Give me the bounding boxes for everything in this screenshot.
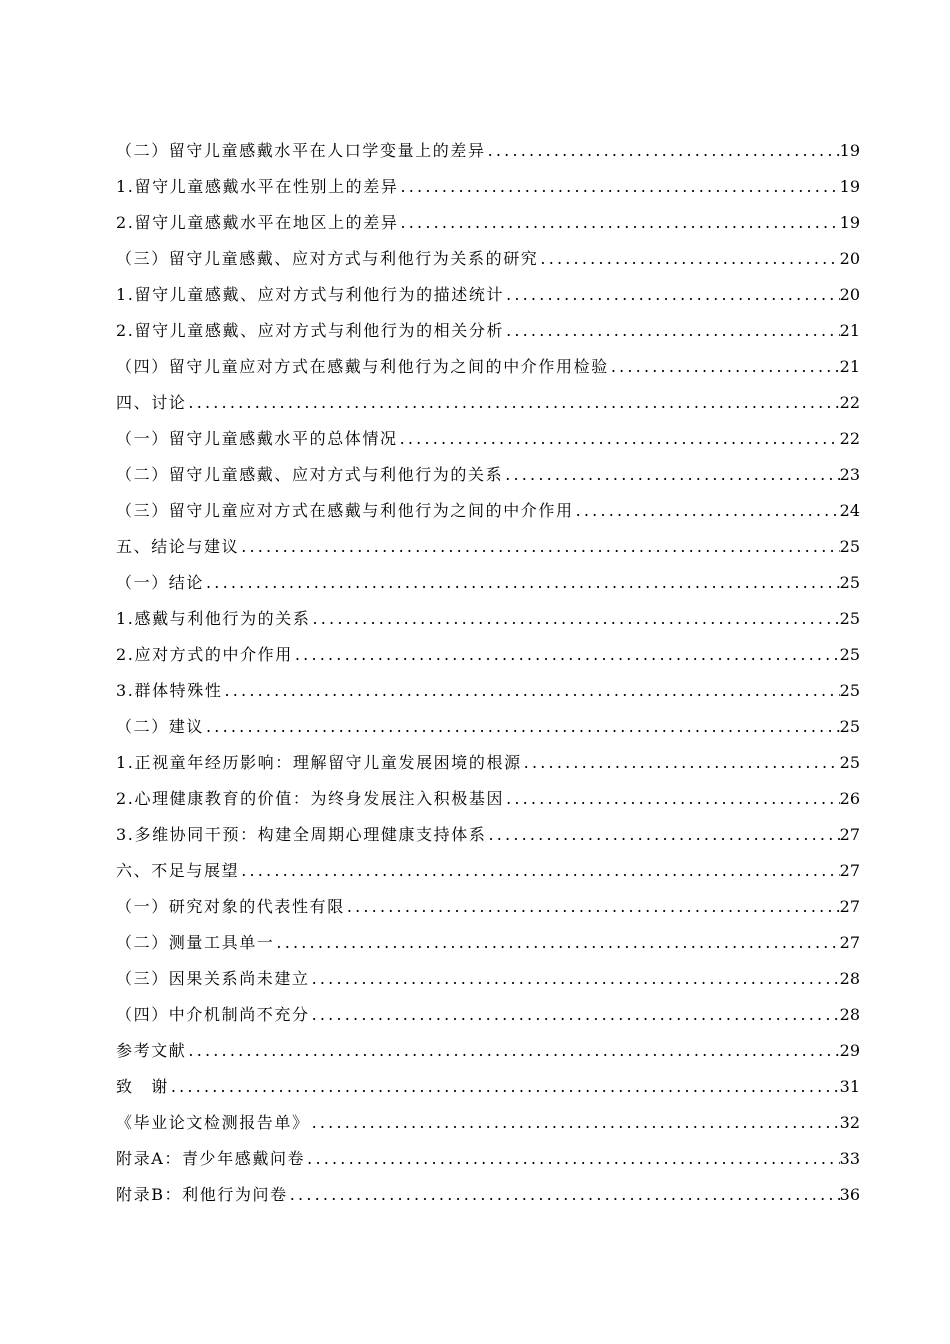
toc-entry[interactable] — [116, 713, 860, 749]
toc-dot-leader — [186, 1037, 839, 1065]
toc-dot-leader — [305, 1145, 839, 1173]
table-of-contents — [116, 137, 860, 1217]
toc-dot-leader — [486, 137, 840, 165]
toc-entry-page: 19 — [839, 213, 860, 232]
toc-entry-page: 20 — [839, 285, 860, 304]
toc-dot-leader — [398, 209, 839, 237]
toc-entry[interactable] — [116, 137, 860, 173]
toc-entry-title: 附录B：利他行为问卷 — [116, 1185, 288, 1204]
toc-entry-title: （三）留守儿童感戴、应对方式与利他行为关系的研究 — [116, 249, 539, 268]
toc-entry-page: 27 — [839, 933, 860, 952]
toc-entry-title: （二）测量工具单一 — [116, 933, 275, 952]
toc-entry[interactable] — [116, 785, 860, 821]
toc-dot-leader — [239, 857, 839, 885]
toc-entry-title: 2.应对方式的中介作用 — [116, 645, 293, 664]
toc-entry-title: 1.留守儿童感戴水平在性别上的差异 — [116, 177, 399, 196]
toc-entry-title: 1.留守儿童感戴、应对方式与利他行为的描述统计 — [116, 285, 505, 304]
toc-entry-page: 25 — [839, 645, 860, 664]
toc-dot-leader — [574, 497, 840, 525]
toc-dot-leader — [169, 1073, 840, 1101]
toc-entry-page: 19 — [839, 177, 860, 196]
toc-entry-page: 27 — [839, 897, 860, 916]
toc-entry-page: 25 — [839, 753, 860, 772]
toc-dot-leader — [398, 173, 839, 201]
toc-entry-page: 27 — [839, 825, 860, 844]
toc-entry-page: 20 — [839, 249, 860, 268]
toc-entry[interactable] — [116, 209, 860, 245]
toc-entry-title: （二）留守儿童感戴、应对方式与利他行为的关系 — [116, 465, 504, 484]
toc-entry-title: （一）研究对象的代表性有限 — [116, 897, 345, 916]
toc-entry[interactable] — [116, 1037, 860, 1073]
toc-entry-title: 五、结论与建议 — [116, 537, 240, 556]
toc-entry-title: 2.留守儿童感戴水平在地区上的差异 — [116, 213, 399, 232]
toc-entry[interactable] — [116, 1145, 860, 1181]
toc-entry[interactable] — [116, 605, 860, 641]
toc-entry-page: 22 — [839, 393, 860, 412]
toc-entry[interactable] — [116, 317, 860, 353]
toc-entry-title: 1.感戴与利他行为的关系 — [116, 609, 311, 628]
toc-entry[interactable] — [116, 641, 860, 677]
toc-dot-leader — [310, 1109, 840, 1137]
toc-entry[interactable] — [116, 749, 860, 785]
toc-entry-page: 19 — [839, 141, 860, 160]
toc-entry[interactable] — [116, 497, 860, 533]
toc-entry-title: （三）因果关系尚未建立 — [116, 969, 310, 988]
toc-entry[interactable] — [116, 389, 860, 425]
toc-entry-title: 四、讨论 — [116, 393, 187, 412]
toc-dot-leader — [310, 965, 840, 993]
toc-entry-title: 2.留守儿童感戴、应对方式与利他行为的相关分析 — [116, 321, 505, 340]
toc-entry-page: 21 — [839, 357, 860, 376]
toc-dot-leader — [503, 461, 839, 489]
toc-entry-title: 2.心理健康教育的价值：为终身发展注入积极基因 — [116, 789, 505, 808]
toc-entry[interactable] — [116, 821, 860, 857]
toc-dot-leader — [288, 1181, 840, 1209]
toc-entry[interactable] — [116, 965, 860, 1001]
toc-dot-leader — [274, 929, 839, 957]
toc-dot-leader — [538, 245, 839, 273]
toc-entry-title: 致 谢 — [116, 1077, 169, 1096]
toc-dot-leader — [609, 353, 840, 381]
toc-entry-title: （三）留守儿童应对方式在感戴与利他行为之间的中介作用 — [116, 501, 574, 520]
toc-entry-page: 36 — [839, 1185, 860, 1204]
toc-entry-title: 附录A：青少年感戴问卷 — [116, 1149, 306, 1168]
toc-entry[interactable] — [116, 1109, 860, 1145]
toc-entry-title: 《毕业论文检测报告单》 — [116, 1113, 310, 1132]
toc-entry[interactable] — [116, 353, 860, 389]
toc-entry[interactable] — [116, 425, 860, 461]
toc-dot-leader — [293, 641, 840, 669]
toc-entry-page: 22 — [839, 429, 860, 448]
toc-entry-title: （四）留守儿童应对方式在感戴与利他行为之间的中介作用检验 — [116, 357, 609, 376]
toc-entry[interactable] — [116, 929, 860, 965]
toc-entry[interactable] — [116, 1073, 860, 1109]
toc-dot-leader — [398, 425, 840, 453]
toc-entry[interactable] — [116, 1001, 860, 1037]
toc-entry-page: 25 — [839, 573, 860, 592]
toc-entry-title: 3.多维协同干预：构建全周期心理健康支持体系 — [116, 825, 487, 844]
toc-dot-leader — [504, 281, 840, 309]
toc-entry[interactable] — [116, 461, 860, 497]
toc-dot-leader — [486, 821, 839, 849]
toc-entry-title: （二）留守儿童感戴水平在人口学变量上的差异 — [116, 141, 486, 160]
toc-dot-leader — [310, 605, 839, 633]
toc-entry[interactable] — [116, 173, 860, 209]
toc-dot-leader — [204, 569, 840, 597]
toc-dot-leader — [522, 749, 840, 777]
toc-entry[interactable] — [116, 569, 860, 605]
toc-entry-title: 1.正视童年经历影响：理解留守儿童发展困境的根源 — [116, 753, 522, 772]
toc-entry-page: 33 — [839, 1149, 860, 1168]
toc-dot-leader — [504, 317, 840, 345]
toc-dot-leader — [222, 677, 839, 705]
toc-dot-leader — [239, 533, 839, 561]
toc-entry[interactable] — [116, 533, 860, 569]
toc-dot-leader — [310, 1001, 840, 1029]
toc-entry[interactable] — [116, 1181, 860, 1217]
toc-entry-page: 26 — [839, 789, 860, 808]
toc-dot-leader — [204, 713, 840, 741]
toc-entry-page: 28 — [839, 969, 860, 988]
toc-entry-page: 25 — [839, 537, 860, 556]
toc-dot-leader — [186, 389, 839, 417]
toc-entry-title: 六、不足与展望 — [116, 861, 240, 880]
toc-entry-page: 21 — [839, 321, 860, 340]
toc-entry[interactable] — [116, 245, 860, 281]
toc-entry-title: （二）建议 — [116, 717, 205, 736]
toc-entry-title: （四）中介机制尚不充分 — [116, 1005, 310, 1024]
toc-entry-page: 25 — [839, 717, 860, 736]
toc-entry-title: （一）留守儿童感戴水平的总体情况 — [116, 429, 398, 448]
toc-entry-title: （一）结论 — [116, 573, 205, 592]
toc-entry-title: 参考文献 — [116, 1041, 187, 1060]
toc-entry-title: 3.群体特殊性 — [116, 681, 223, 700]
toc-entry-page: 28 — [839, 1005, 860, 1024]
toc-entry[interactable] — [116, 893, 860, 929]
toc-entry[interactable] — [116, 857, 860, 893]
toc-entry-page: 24 — [839, 501, 860, 520]
toc-entry-page: 29 — [839, 1041, 860, 1060]
toc-entry-page: 23 — [839, 465, 860, 484]
toc-dot-leader — [345, 893, 840, 921]
toc-entry-page: 25 — [839, 609, 860, 628]
toc-entry[interactable] — [116, 281, 860, 317]
toc-entry-page: 25 — [839, 681, 860, 700]
toc-entry-page: 27 — [839, 861, 860, 880]
toc-entry[interactable] — [116, 677, 860, 713]
toc-entry-page: 31 — [839, 1077, 860, 1096]
toc-entry-page: 32 — [839, 1113, 860, 1132]
toc-dot-leader — [504, 785, 840, 813]
